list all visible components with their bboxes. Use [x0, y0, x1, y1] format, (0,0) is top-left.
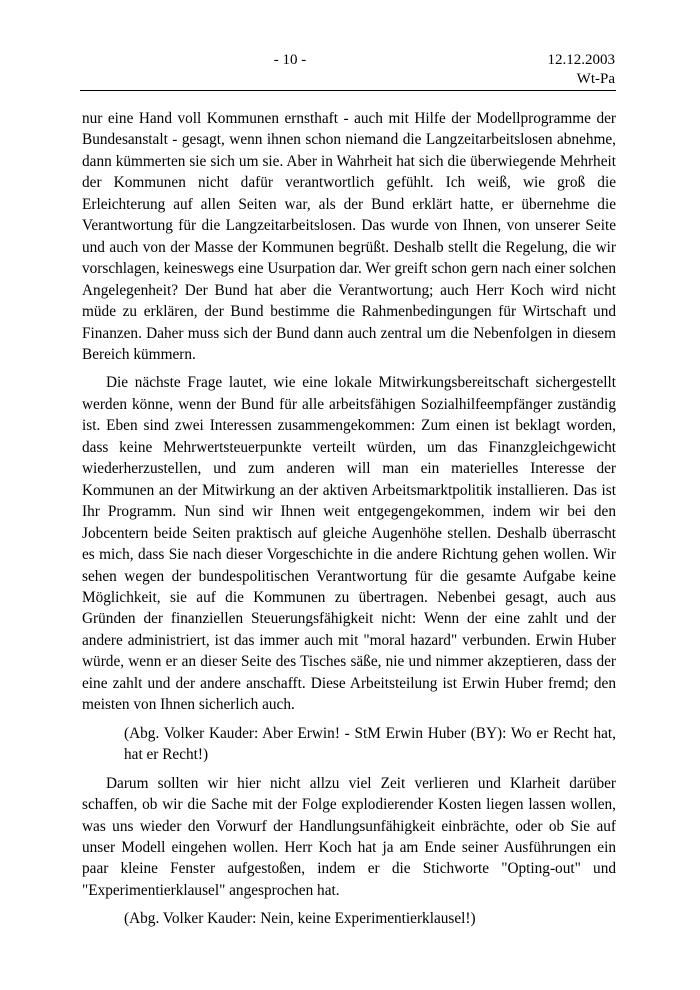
paragraph-continuation: nur eine Hand voll Kommunen ernsthaft - auch mit Hilfe der Modellprogramme der Bundesanstalt - gesagt, wenn ihnen schon niemand die Langzeitarbeitslosen abnehme, dann kümmerten sie sich um sie. Aber in Wahrheit hat sich die überwiegende Mehrheit der Kommunen nicht dafür verantwortlich gefühlt. Ich weiß, wie groß die Erleichterung auf allen Seiten war, als der Bund erklärt hatte, er übernehme die Verantwortung für die Langzeitarbeitslosen. Das wurde von Ihnen, von unserer Seite und auch von der Masse der Kommunen begrüßt. Deshalb stellt die Regelung, die wir vorschlagen, keineswegs eine Usurpation dar. Wer greift schon gern nach einer solchen Angelegenheit? Der Bund hat aber die Verantwortung; auch Herr Koch wird nicht müde zu erklären, der Bund bestimme die Rahmenbedingungen für Wirtschaft und Finanzen. Daher muss sich der Bund dann auch zentral um die Nebenfolgen in diesem Bereich kümmern.: [82, 110, 616, 363]
document-code: Wt-Pa: [576, 71, 615, 87]
paragraph: Die nächste Frage lautet, wie eine lokale Mitwirkungsbereitschaft sichergestellt werden könne, wenn der Bund für alle arbeitsfähigen Sozialhilfeempfänger zuständig ist. Eben sind zwei Interessen zusammengekommen: Zum einen ist beklagt worden, dass keine Mehrwertsteuerpunkte verteilt würden, um das Finanzgleichgewicht wiederherzustellen, und zum anderen will man ein materielles Interesse der Kommunen an der Mitwirkung an der aktiven Arbeitsmarktpolitik installieren. Das ist Ihr Programm. Nun sind wir Ihnen weit entgegengekommen, indem wir bei den Jobcentern beide Seiten praktisch auf gleiche Augenhöhe stellen. Deshalb überrascht es mich, dass Sie nach dieser Vorgeschichte in die andere Richtung gehen wollen. Wir sehen wegen der bundespolitischen Verantwortung für die gesamte Aufgabe keine Möglichkeit, sie auf die Kommunen zu übertragen. Nebenbei gesagt, auch aus Gründen der finanziellen Steuerungsfähigkeit nicht: Wenn der eine zahlt und der andere administriert, ist das immer auch mit "moral hazard" verbunden. Erwin Huber würde, wenn er an dieser Seite des Tisches säße, nie und nimmer akzeptieren, dass der eine zahlt und der andere anschafft. Diese Arbeitsteilung ist Erwin Huber fremd; den meisten von Ihnen sicherlich auch.: [82, 374, 616, 714]
interjection: (Abg. Volker Kauder: Nein, keine Experimentierklausel!): [124, 910, 476, 928]
header-divider: [80, 90, 616, 91]
document-date: 12.12.2003: [547, 52, 615, 68]
page-number: - 10 -: [273, 52, 307, 68]
paragraph: Darum sollten wir hier nicht allzu viel Zeit verlieren und Klarheit darüber schaffen, ob wir die Sache mit der Folge explodierender Kosten liegen lassen wollen, was uns wieder den Vorwurf der Handlungsunfähigkeit einbrächte, oder ob Sie auf unser Modell eingehen wollen. Herr Koch hat ja am Ende seiner Ausführungen ein paar kleine Fenster aufgestoßen, indem er die Stichworte "Opting-out" und "Experimentierklausel" angesprochen hat.: [82, 774, 616, 899]
interjection: (Abg. Volker Kauder: Aber Erwin! - StM Erwin Huber (BY): Wo er Recht hat, hat er Recht!): [124, 724, 616, 764]
document-body: [82, 108, 616, 937]
